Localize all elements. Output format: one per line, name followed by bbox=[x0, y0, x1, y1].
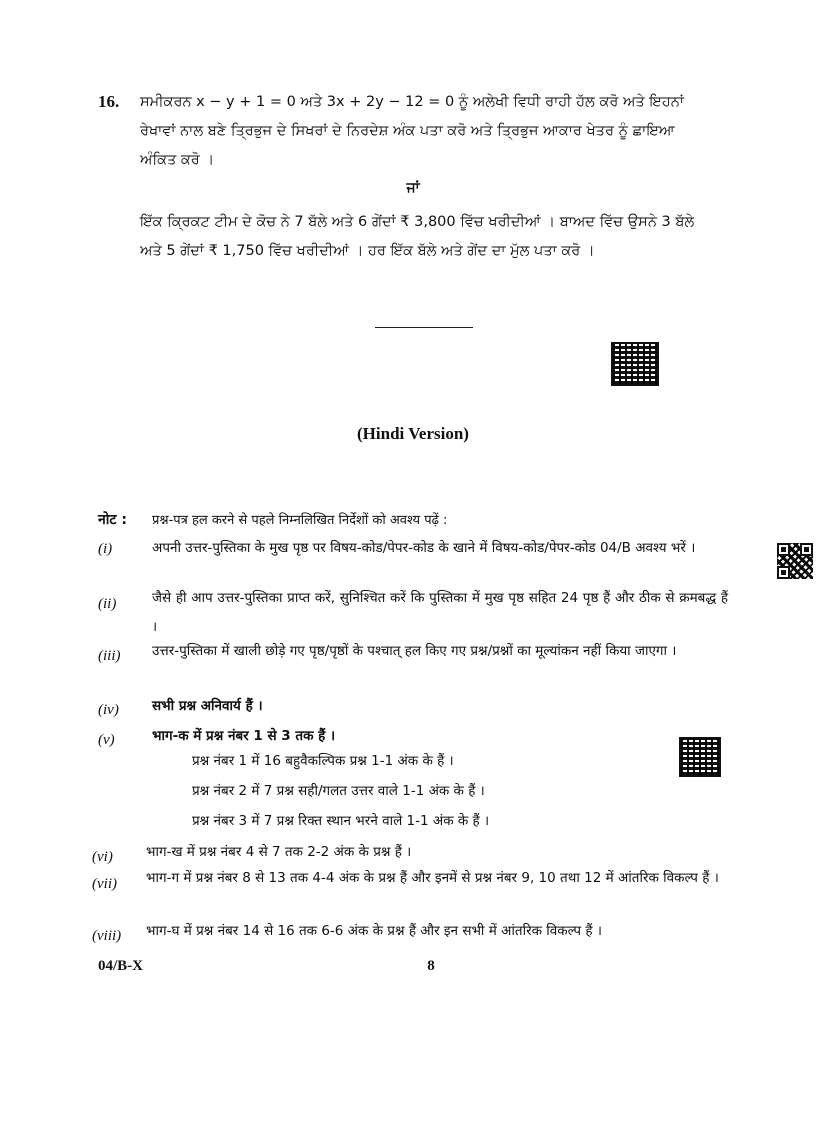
data-matrix-code bbox=[679, 737, 721, 777]
question-line-2: ਰੇਖਾਵਾਂ ਨਾਲ ਬਣੇ ਤ੍ਰਿਭੁਜ ਦੇ ਸਿਖਰਾਂ ਦੇ ਨਿਰਦੇਸ਼ ਅੰਕ ਪਤਾ ਕਰੋ ਅਤੇ ਤ੍ਰਿਭੁਜ ਆਕਾਰ ਖੇਤਰ ਨੂੰ ਛਾਇਆ bbox=[140, 123, 675, 139]
instruction-item: भाग-ग में प्रश्न नंबर 8 से 13 तक 4-4 अंक के प्रश्न हैं और इनमें से प्रश्न नंबर 9, 10 तथा 12 में आंतरिक विकल्प हैं । bbox=[146, 870, 719, 886]
note-label: नोट : bbox=[98, 512, 127, 528]
page-number: 8 bbox=[427, 958, 435, 974]
paper-code: 04/B-X bbox=[98, 958, 143, 974]
item-number: (ii) bbox=[98, 596, 117, 612]
item-number: (vii) bbox=[92, 876, 117, 892]
or-label: ਜਾਂ bbox=[406, 180, 420, 196]
section-divider bbox=[375, 327, 473, 328]
alternative-question-line-1: ਇੱਕ ਕ੍ਰਿਕਟ ਟੀਮ ਦੇ ਕੋਚ ਨੇ 7 ਬੱਲੇ ਅਤੇ 6 ਗੇਂਦਾਂ ₹ 3,800 ਵਿੱਚ ਖਰੀਦੀਆਂ । ਬਾਅਦ ਵਿੱਚ ਉਸਨੇ 3 ਬੱਲੇ bbox=[140, 214, 695, 230]
instruction-item: सभी प्रश्न अनिवार्य हैं । bbox=[152, 698, 263, 714]
data-matrix-code bbox=[611, 342, 659, 386]
item-number: (v) bbox=[98, 732, 115, 748]
section-a-text: भाग-क में प्रश्न नंबर 1 से 3 तक हैं । bbox=[152, 728, 336, 744]
sub-item: प्रश्न नंबर 2 में 7 प्रश्न सही/गलत उत्तर वाले 1-1 अंक के हैं । bbox=[192, 783, 485, 799]
question-number: 16. bbox=[98, 92, 120, 111]
qr-finder bbox=[777, 543, 790, 556]
hindi-version-title: (Hindi Version) bbox=[357, 424, 469, 443]
question-line-3: ਅੰਕਿਤ ਕਰੋ । bbox=[140, 152, 215, 168]
instruction-item: अपनी उत्तर-पुस्तिका के मुख पृष्ठ पर विषय-कोड/पेपर-कोड के खाने में विषय-कोड/पेपर-कोड 04/B अवश्य भरें । bbox=[152, 540, 696, 556]
item-number: (viii) bbox=[92, 928, 122, 944]
instruction-item: भाग-ख में प्रश्न नंबर 4 से 7 तक 2-2 अंक के प्रश्न हैं । bbox=[146, 844, 412, 860]
sub-item: प्रश्न नंबर 3 में 7 प्रश्न रिक्त स्थान भरने वाले 1-1 अंक के हैं । bbox=[192, 813, 490, 829]
sub-item: प्रश्न नंबर 1 में 16 बहुवैकल्पिक प्रश्न 1-1 अंक के हैं । bbox=[192, 753, 454, 769]
note-intro: प्रश्न-पत्र हल करने से पहले निम्नलिखित निर्देशों को अवश्य पढ़ें : bbox=[152, 513, 448, 528]
instruction-item bbox=[152, 722, 728, 751]
item-number: (vi) bbox=[92, 849, 113, 865]
instruction-item: भाग-घ में प्रश्न नंबर 14 से 16 तक 6-6 अंक के प्रश्न हैं और इन सभी में आंतरिक विकल्प हैं । bbox=[146, 923, 602, 939]
item-number: (iv) bbox=[98, 702, 119, 718]
instruction-item: जैसे ही आप उत्तर-पुस्तिका प्राप्त करें, सुनिश्चित करें कि पुस्तिका में मुख पृष्ठ सहित 24 पृष्ठ हैं और ठीक से क्रमबद्ध हैं । bbox=[152, 590, 728, 635]
item-number: (iii) bbox=[98, 648, 121, 664]
question-line-1: ਸਮੀਕਰਨ x − y + 1 = 0 ਅਤੇ 3x + 2y − 12 = 0 ਨੂੰ ਅਲੇਖੀ ਵਿਧੀ ਰਾਹੀ ਹੱਲ ਕਰੋ ਅਤੇ ਇਹਨਾਂ bbox=[140, 94, 684, 110]
qr-code bbox=[777, 543, 813, 579]
qr-finder bbox=[777, 566, 790, 579]
instruction-item: उत्तर-पुस्तिका में खाली छोड़े गए पृष्ठ/पृष्ठों के पश्चात् हल किए गए प्रश्न/प्रश्नों का मूल्यांकन नहीं किया जाएगा । bbox=[152, 643, 677, 659]
alternative-question-line-2: ਅਤੇ 5 ਗੇਂਦਾਂ ₹ 1,750 ਵਿੱਚ ਖਰੀਦੀਆਂ । ਹਰ ਇੱਕ ਬੱਲੇ ਅਤੇ ਗੇਂਦ ਦਾ ਮੁੱਲ ਪਤਾ ਕਰੋ । bbox=[140, 243, 595, 259]
item-number: (i) bbox=[98, 541, 113, 557]
qr-finder bbox=[800, 543, 813, 556]
